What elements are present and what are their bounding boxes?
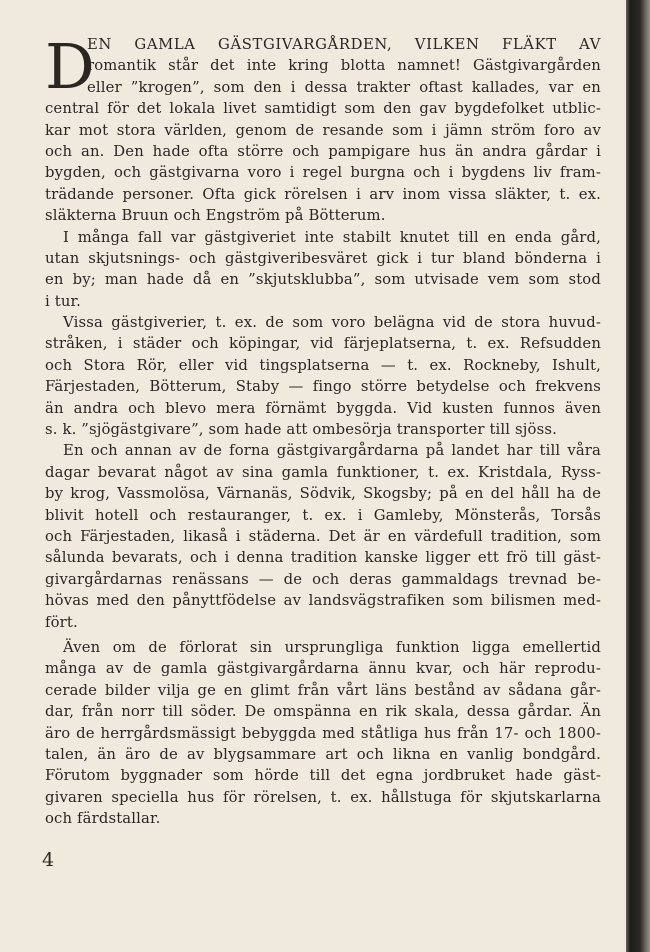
text-line: en by; man hade då en ”skjutsklubba”, som utvisade vem som stod [45, 271, 601, 289]
text-line: I många fall var gästgiveriet inte stabilt knutet till en enda gård, [63, 228, 601, 246]
text-line: Färjestaden, Bötterum, Staby — fingo större betydelse och frekvens [45, 378, 601, 396]
text-line: kar mot stora världen, genom de resande som i jämn ström foro av [45, 121, 601, 139]
text-line: och färdstallar. [45, 810, 161, 828]
text-line: EN GAMLA GÄSTGIVARGÅRDEN, VILKEN FLÄKT AV [87, 36, 601, 53]
text-line: utan skjutsnings- och gästgiveribesväret gick i tur bland bönderna i [45, 249, 601, 267]
book-spine-shadow [626, 0, 650, 952]
text-line: givaren speciella hus för rörelsen, t. ex. hållstuga för skjutskarlarna [45, 788, 601, 806]
text-line: by krog, Vassmolösa, Värnanäs, Södvik, Skogsby; på en del håll ha de [45, 485, 601, 503]
text-line: fört. [45, 613, 78, 631]
text-line: bygden, och gästgivarna voro i regel burgna och i bygdens liv fram- [45, 164, 601, 182]
text-line: Vissa gästgiverier, t. ex. de som voro belägna vid de stora huvud- [63, 314, 601, 332]
text-line: Förutom byggnader som hörde till det egna jordbruket hade gäst- [45, 767, 601, 785]
text-line: äro de herrgårdsmässigt bebyggda med ståtliga hus från 17- och 1800- [45, 724, 601, 742]
text-line: talen, än äro de av blygsammare art och likna en vanlig bondgård. [45, 745, 601, 763]
text-line: i tur. [45, 292, 81, 310]
text-line: än andra och blevo mera förnämt byggda. Vid kusten funnos även [45, 399, 601, 417]
text-line: släkterna Bruun och Engström på Bötterum. [45, 207, 386, 225]
text-line: Även om de förlorat sin ursprungliga funktion ligga emellertid [63, 638, 601, 656]
text-line: stråken, i städer och köpingar, vid färjeplatserna, t. ex. Refsudden [45, 335, 601, 353]
text-line: blivit hotell och restauranger, t. ex. i Gamleby, Mönsterås, Torsås [45, 506, 601, 524]
text-line: och Stora Rör, eller vid tingsplatserna — t. ex. Rockneby, Ishult, [45, 356, 601, 374]
text-line: romantik står det inte kring blotta namnet! Gästgivargården [87, 57, 601, 75]
text-line: många av de gamla gästgivargårdarna ännu kvar, och här reprodu- [45, 660, 601, 678]
text-line: dagar bevarat något av sina gamla funktioner, t. ex. Kristdala, Ryss- [45, 463, 601, 481]
body-text [45, 30, 601, 829]
text-line: eller ”krogen”, som den i dessa trakter oftast kallades, var en [87, 78, 601, 96]
text-line: cerade bilder vilja ge en glimt från vårt läns bestånd av sådana går- [45, 681, 601, 699]
text-line: dar, från norr till söder. De omspänna en rik skala, dessa gårdar. Än [45, 703, 601, 721]
text-line: central för det lokala livet samtidigt som den gav bygdefolket utblic- [45, 100, 601, 118]
text-line: trädande personer. Ofta gick rörelsen i arv inom vissa släkter, t. ex. [45, 185, 601, 203]
text-line: s. k. ”sjögästgivare”, som hade att ombesörja transporter till sjöss. [45, 421, 557, 439]
text-line: och Färjestaden, likaså i städerna. Det är en värdefull tradition, som [45, 527, 601, 545]
text-line: givargårdarnas renässans — de och deras gammaldags trevnad be- [45, 570, 601, 588]
drop-cap: D [45, 30, 95, 103]
page-number: 4 [42, 849, 55, 871]
text-line: sålunda bevarats, och i denna tradition kanske ligger ett frö till gäst- [45, 549, 601, 567]
text-line: En och annan av de forna gästgivargårdarna på landet har till våra [63, 442, 601, 460]
text-line: och an. Den hade ofta större och pampigare hus än andra gårdar i [45, 142, 601, 160]
text-line: hövas med den pånyttfödelse av landsvägstrafiken som bilismen med- [45, 592, 601, 610]
